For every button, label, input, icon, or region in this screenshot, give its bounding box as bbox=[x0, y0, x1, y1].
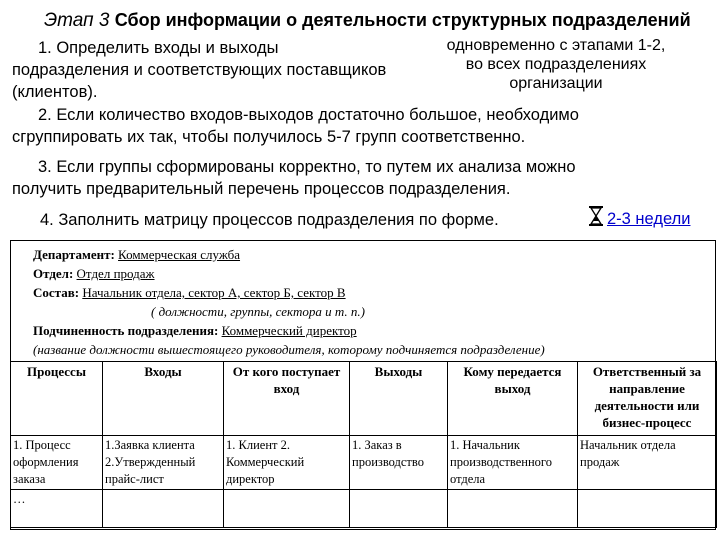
process-table bbox=[10, 361, 717, 528]
note-line-2: во всех подразделениях bbox=[465, 56, 647, 73]
stage-label: Этап 3 bbox=[44, 10, 110, 31]
step-3-line-2: получить предварительный перечень процессов подразделения. bbox=[12, 180, 511, 198]
table-cell: 1. Начальник производственного отдела bbox=[448, 436, 578, 490]
col-header-inputs: Входы bbox=[103, 362, 224, 436]
table-cell bbox=[578, 490, 717, 528]
composition-label: Состав: bbox=[33, 285, 80, 300]
title-text: Сбор информации о деятельности структурных подразделений bbox=[114, 10, 691, 30]
table-cell bbox=[103, 490, 224, 528]
table-header-row bbox=[11, 362, 717, 436]
note-line-1: одновременно с этапами 1-2, bbox=[446, 37, 666, 54]
department-label: Департамент: bbox=[33, 247, 115, 262]
unit-value: Отдел продаж bbox=[76, 266, 155, 281]
table-cell: 1. Процесс оформления заказа bbox=[11, 436, 103, 490]
table-cell: 1. Клиент 2. Коммерческий директор bbox=[224, 436, 350, 490]
table-cell: 1.Заявка клиента 2.Утвержденный прайс-лист bbox=[103, 436, 224, 490]
table-row bbox=[11, 490, 717, 528]
col-header-processes: Процессы bbox=[11, 362, 103, 436]
duration-link[interactable]: 2-3 недели bbox=[607, 210, 691, 228]
timing-note bbox=[406, 36, 706, 93]
unit-label: Отдел: bbox=[33, 266, 74, 281]
step-1-line-1: 1. Определить входы и выходы bbox=[38, 39, 279, 57]
step-2-line-2: сгруппировать их так, чтобы получилось 5-7 групп соответственно. bbox=[12, 128, 526, 146]
process-matrix-form bbox=[10, 240, 716, 530]
col-header-output-recipient: Кому передается выход bbox=[448, 362, 578, 436]
step-1-line-2: подразделения и соответствующих поставщиков bbox=[12, 61, 387, 79]
step-3-line-1: 3. Если группы сформированы корректно, то путем их анализа можно bbox=[38, 158, 576, 176]
subordination-row bbox=[33, 323, 357, 339]
subordination-value: Коммерческий директор bbox=[221, 323, 357, 338]
col-header-input-source: От кого поступает вход bbox=[224, 362, 350, 436]
step-1 bbox=[12, 37, 432, 103]
table-cell bbox=[350, 490, 448, 528]
note-line-3: организации bbox=[509, 75, 603, 92]
table-cell: 1. Заказ в производство bbox=[350, 436, 448, 490]
composition-row bbox=[33, 285, 346, 301]
table-cell bbox=[224, 490, 350, 528]
table-row bbox=[11, 436, 717, 490]
step-2 bbox=[12, 104, 712, 148]
subordination-label: Подчиненность подразделения: bbox=[33, 323, 219, 338]
step-3 bbox=[12, 156, 712, 200]
subordination-hint: (название должности вышестоящего руководителя, которому подчиняется подразделение) bbox=[33, 342, 545, 357]
composition-hint: ( должности, группы, сектора и т. п.) bbox=[151, 304, 365, 319]
table-cell: … bbox=[11, 490, 103, 528]
table-cell: Начальник отдела продаж bbox=[578, 436, 717, 490]
department-value: Коммерческая служба bbox=[118, 247, 241, 262]
step-4: 4. Заполнить матрицу процессов подразделения по форме. bbox=[40, 211, 499, 229]
hourglass-icon bbox=[588, 205, 604, 232]
col-header-outputs: Выходы bbox=[350, 362, 448, 436]
department-row bbox=[33, 247, 240, 263]
step-1-line-3: (клиентов). bbox=[12, 83, 98, 101]
slide-title bbox=[44, 10, 714, 32]
col-header-responsible: Ответственный за направление деятельности или бизнес-процесс bbox=[578, 362, 717, 436]
step-2-line-1: 2. Если количество входов-выходов достаточно большое, необходимо bbox=[38, 106, 579, 124]
unit-row bbox=[33, 266, 155, 282]
composition-value: Начальник отдела, сектор А, сектор Б, сектор В bbox=[82, 285, 346, 300]
table-cell bbox=[448, 490, 578, 528]
